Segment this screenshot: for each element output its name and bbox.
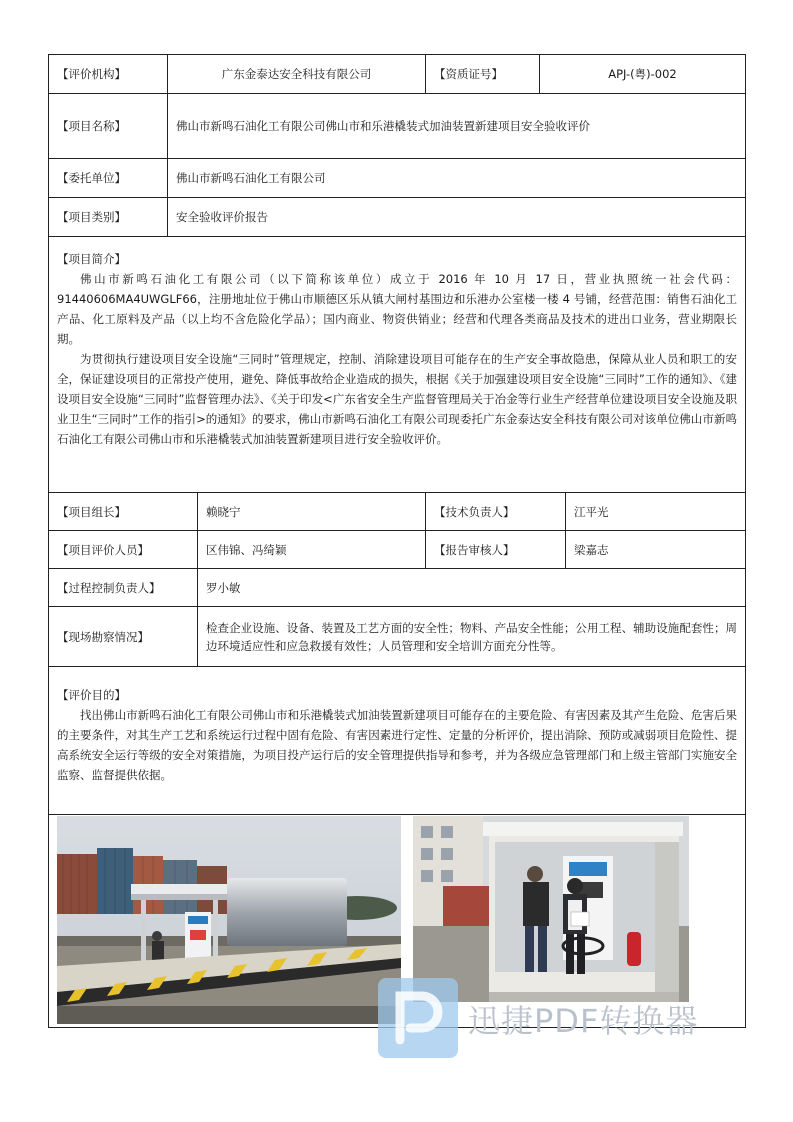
- row-project-intro: [49, 237, 745, 493]
- row-process-control: [49, 569, 745, 607]
- row-project-type: [49, 198, 745, 237]
- row-project-name: [49, 94, 745, 159]
- purpose-heading: 【评价目的】: [57, 688, 126, 702]
- pdf-converter-logo-icon: [378, 978, 458, 1058]
- site-photo-fuel-skid: [57, 816, 401, 1024]
- client-value: 佛山市新鸣石油化工有限公司: [167, 159, 745, 197]
- process-control-value: 罗小敏: [197, 569, 745, 606]
- row-project-leader: [49, 493, 745, 531]
- site-survey-label: 【现场勘察情况】: [57, 629, 149, 644]
- cert-value: APJ-(粤)-002: [539, 55, 745, 93]
- watermark-text: 迅捷PDF转换器: [468, 1002, 699, 1040]
- evaluators-value: 区伟锦、冯绮颖: [197, 531, 425, 568]
- site-photo-inspection: [413, 816, 689, 1002]
- row-evaluation-purpose: [49, 667, 745, 815]
- org-value: 广东金泰达安全科技有限公司: [167, 55, 425, 93]
- row-site-survey: [49, 607, 745, 667]
- leader-value: 赖晓宁: [197, 493, 425, 530]
- row-evaluators: [49, 531, 745, 569]
- intro-paragraph-1: 佛山市新鸣石油化工有限公司（以下简称该单位）成立于 2016 年 10 月 17 日，营业执照统一社会代码：91440606MA4UWGLF66，注册地址位于佛山市顺德区乐从镇大闸村基围边和乐港办公室楼一楼 4 号铺，经营范围：销售石油化工产品、化工原料及产品（以上均不含危险化学品）；国内商业、物资供销业；经营和代理各类商品及技术的进出口业务，营业期限长期。: [57, 272, 737, 346]
- fuel-skid-photo-icon: [57, 816, 401, 1024]
- intro-paragraph-2: 为贯彻执行建设项目安全设施“三同时”管理规定，控制、消除建设项目可能存在的生产安全事故隐患，保障从业人员和职工的安全，保证建设项目的正常投产使用，避免、降低事故给企业造成的损失，根据《关于加强建设项目安全设施“三同时”工作的通知》、《建设项目安全设施“三同时”监督管理办法》、《关于印发<广东省安全生产监督管理局关于冶金等行业生产经营单位建设项目安全设施及职业卫生“三同时”工作的指引>的通知》的要求，佛山市新鸣石油化工有限公司现委托广东金泰达安全科技有限公司对该单位佛山市新鸣石油化工有限公司佛山市和乐港橇装式加油装置新建项目进行安全验收评价。: [57, 352, 737, 446]
- row-client: [49, 159, 745, 198]
- reviewer-label: 【报告审核人】: [425, 531, 565, 568]
- intro-heading: 【项目简介】: [57, 252, 126, 266]
- process-control-label: 【过程控制负责人】: [57, 580, 161, 595]
- project-type-label: 【项目类别】: [57, 210, 126, 224]
- cert-label: 【资质证号】: [425, 55, 539, 93]
- project-name-value: 佛山市新鸣石油化工有限公司佛山市和乐港橇装式加油装置新建项目安全验收评价: [167, 94, 745, 158]
- leader-label: 【项目组长】: [57, 504, 126, 519]
- purpose-paragraph: 找出佛山市新鸣石油化工有限公司佛山市和乐港橇装式加油装置新建项目可能存在的主要危险、有害因素及其产生危险、危害后果的主要条件，对其生产工艺和系统运行过程中固有危险、有害因素进行定性、定量的分析评价，提出消除、预防或减弱项目危险性、提高系统安全运行等级的安全对策措施，为项目投产运行后的安全管理提供指导和参考，并为各级应急管理部门和上级主管部门实施安全监察、监督提供依据。: [57, 708, 737, 782]
- tech-lead-label: 【技术负责人】: [425, 493, 565, 530]
- evaluation-info-sheet: [48, 54, 746, 1028]
- project-name-label: 【项目名称】: [57, 119, 126, 133]
- tech-lead-value: 江平光: [565, 493, 745, 530]
- evaluators-label: 【项目评价人员】: [57, 542, 149, 557]
- site-survey-value: 检查企业设施、设备、装置及工艺方面的安全性；物料、产品安全性能；公用工程、辅助设施配套性；周边环境适应性和应急救援有效性；人员管理和安全培训方面充分性等。: [197, 607, 745, 666]
- row-organization: [49, 55, 745, 94]
- project-type-value: 安全验收评价报告: [167, 198, 745, 236]
- pdf-converter-watermark: [378, 978, 738, 1058]
- inspection-photo-icon: [413, 816, 689, 1002]
- reviewer-value: 梁嘉志: [565, 531, 745, 568]
- client-label: 【委托单位】: [57, 171, 126, 185]
- org-label: 【评价机构】: [57, 67, 126, 81]
